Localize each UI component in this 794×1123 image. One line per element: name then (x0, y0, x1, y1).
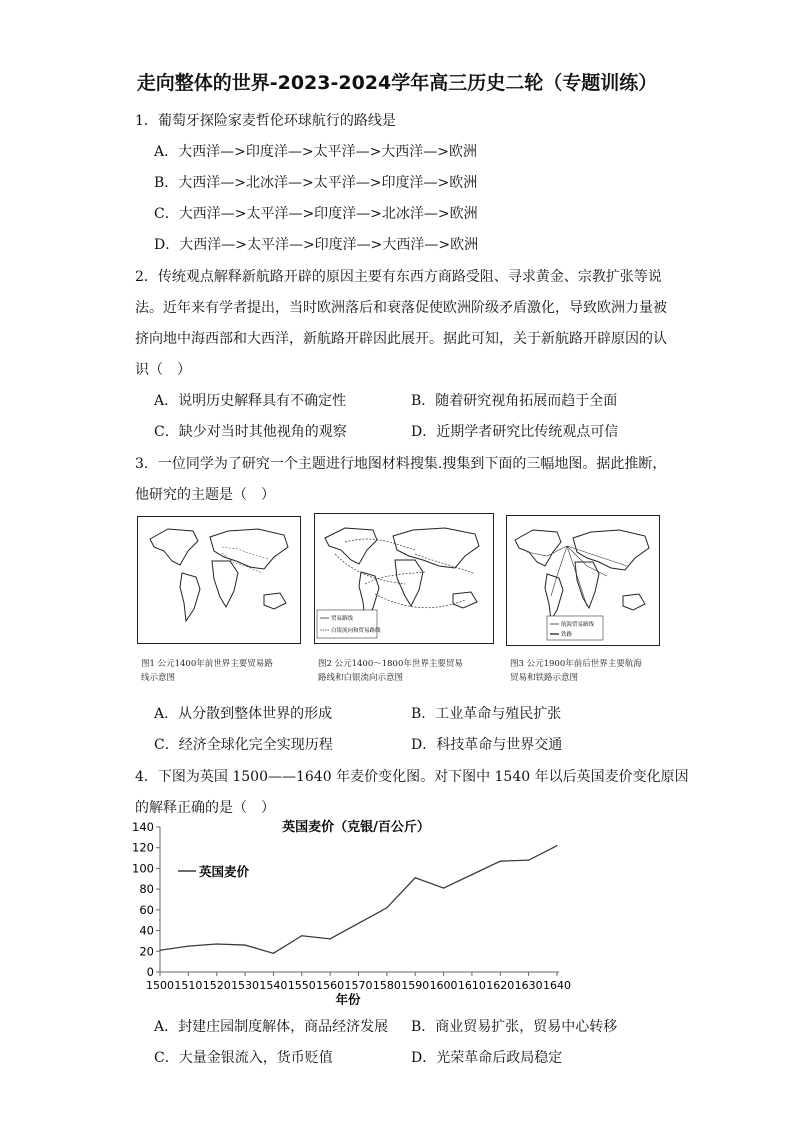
q2-option-a[interactable]: A．说明历史解释具有不确定性 (154, 393, 347, 409)
map-3-caption-line-1: 图3 公元1900年前后世界主要航海 (510, 659, 642, 669)
x-tick-label: 1500 (146, 979, 174, 992)
data-point (386, 907, 387, 908)
map-1-world-outline (138, 517, 299, 642)
y-tick-label: 60 (139, 902, 154, 917)
map-1 (137, 516, 301, 644)
data-point (358, 923, 359, 924)
data-point (301, 935, 302, 936)
q4-stem-line-2: 的解释正确的是（ ） (135, 800, 275, 816)
map-3-world-outline (507, 516, 658, 644)
x-tick-label: 1630 (514, 979, 543, 992)
x-tick-label: 1560 (316, 979, 345, 992)
data-point (528, 860, 529, 861)
x-tick-label: 1570 (344, 979, 373, 992)
q4-stem-line-1: 4．下图为英国 1500——1640 年麦价变化图。对下图中 1540 年以后英国麦价变化原因 (135, 769, 689, 785)
data-point (188, 946, 189, 947)
x-tick-label: 1600 (429, 979, 458, 992)
map-2-legend-2: 白银流向和贸易路线 (331, 628, 381, 634)
data-point (330, 938, 331, 939)
q3-option-a[interactable]: A．从分散到整体世界的形成 (154, 706, 333, 722)
y-tick-label: 120 (132, 840, 154, 855)
q3-stem-line-2: 他研究的主题是（ ） (135, 487, 275, 503)
data-point (273, 953, 274, 954)
data-point (415, 877, 416, 878)
y-tick-label: 100 (132, 861, 154, 876)
map-3-caption-line-2: 贸易和铁路示意图 (510, 673, 579, 683)
q1-option-c[interactable]: C．大西洋—>太平洋—>印度洋—>北冰洋—>欧洲 (154, 206, 478, 222)
x-tick-label: 1530 (231, 979, 260, 992)
q3-option-d[interactable]: D．科技革命与世界交通 (411, 737, 563, 753)
map-2-caption (318, 657, 488, 685)
x-tick-label: 1590 (401, 979, 430, 992)
map-2 (314, 513, 494, 644)
data-point (216, 943, 217, 944)
y-tick-label: 40 (139, 923, 154, 938)
y-tick-label: 20 (139, 944, 154, 959)
map-3-legend-2: 铁路 (561, 632, 573, 638)
x-tick-label: 1620 (486, 979, 515, 992)
map-2-world-outline (315, 514, 492, 642)
chart-title: 英国麦价（克银/百公斤） (282, 820, 430, 835)
x-tick-label: 1580 (372, 979, 401, 992)
data-point (443, 888, 444, 889)
data-point (500, 861, 501, 862)
map-1-caption-line-2: 线示意图 (141, 673, 176, 683)
map-2-caption-line-1: 图2 公元1400～1800年世界主要贸易 (318, 659, 463, 669)
map-3 (506, 515, 660, 646)
x-tick-label: 1520 (202, 979, 231, 992)
q2-option-b[interactable]: B．随着研究视角拓展而趋于全面 (411, 393, 618, 409)
series-line-wheat-price (160, 846, 557, 954)
q3-option-b[interactable]: B．工业革命与殖民扩张 (411, 706, 562, 722)
map-1-caption-line-1: 图1 公元1400年前世界主要贸易路 (141, 659, 273, 669)
q1-option-a[interactable]: A．大西洋—>印度洋—>太平洋—>大西洋—>欧洲 (154, 144, 478, 160)
q2-option-d[interactable]: D．近期学者研究比传统观点可信 (411, 424, 619, 440)
page-title: 走向整体的世界-2023-2024学年高三历史二轮（专题训练） (136, 72, 658, 94)
map-3-legend-1: 航海贸易路线 (561, 622, 595, 628)
q4-option-c[interactable]: C．大量金银流入，货币贬值 (154, 1050, 333, 1066)
q1-option-b[interactable]: B．大西洋—>北冰洋—>太平洋—>印度洋—>欧洲 (154, 175, 478, 191)
y-tick-label: 0 (146, 965, 154, 979)
q2-stem-line-2: 法。近年来有学者提出，当时欧洲落后和衰落促使欧洲阶级矛盾激化，导致欧洲力量被 (135, 300, 667, 316)
map-2-caption-line-2: 路线和白银流向示意图 (318, 673, 404, 683)
x-tick-label: 1550 (287, 979, 316, 992)
x-tick-label: 1610 (457, 979, 486, 992)
q2-stem-line-1: 2．传统观点解释新航路开辟的原因主要有东西方商路受阻、寻求黄金、宗教扩张等说 (135, 269, 662, 285)
wheat-price-chart (0, 815, 794, 1005)
q4-option-d[interactable]: D．光荣革命后政局稳定 (411, 1050, 563, 1066)
data-point (159, 950, 160, 951)
q3-stem-line-1: 3．一位同学为了研究一个主题进行地图材料搜集.搜集到下面的三幅地图。据此推断， (135, 456, 667, 472)
y-tick-label: 80 (139, 882, 154, 897)
x-tick-label: 1540 (259, 979, 288, 992)
x-axis-label: 年份 (335, 992, 361, 1005)
q2-stem-line-4: 识（ ） (135, 362, 191, 378)
data-point (244, 944, 245, 945)
data-point (556, 845, 557, 846)
q2-option-c[interactable]: C．缺少对当时其他视角的观察 (154, 424, 347, 440)
q1-option-d[interactable]: D．大西洋—>太平洋—>印度洋—>大西洋—>欧洲 (154, 237, 479, 253)
q3-option-c[interactable]: C．经济全球化完全实现历程 (154, 737, 333, 753)
q2-stem-line-3: 挤向地中海西部和大西洋，新航路开辟因此展开。据此可知，关于新航路开辟原因的认 (135, 331, 667, 347)
legend-label: 英国麦价 (199, 864, 250, 879)
q4-option-a[interactable]: A．封建庄园制度解体，商品经济发展 (154, 1019, 389, 1035)
map-3-caption (510, 657, 680, 685)
q4-option-b[interactable]: B．商业贸易扩张，贸易中心转移 (411, 1019, 618, 1035)
q1-stem: 1．葡萄牙探险家麦哲伦环球航行的路线是 (135, 113, 396, 129)
y-tick-label: 140 (132, 820, 154, 834)
map-1-caption (141, 657, 311, 685)
x-tick-label: 1640 (543, 979, 571, 992)
map-2-legend-1: 贸易路线 (331, 616, 354, 622)
x-tick-label: 1510 (174, 979, 203, 992)
data-point (471, 874, 472, 875)
